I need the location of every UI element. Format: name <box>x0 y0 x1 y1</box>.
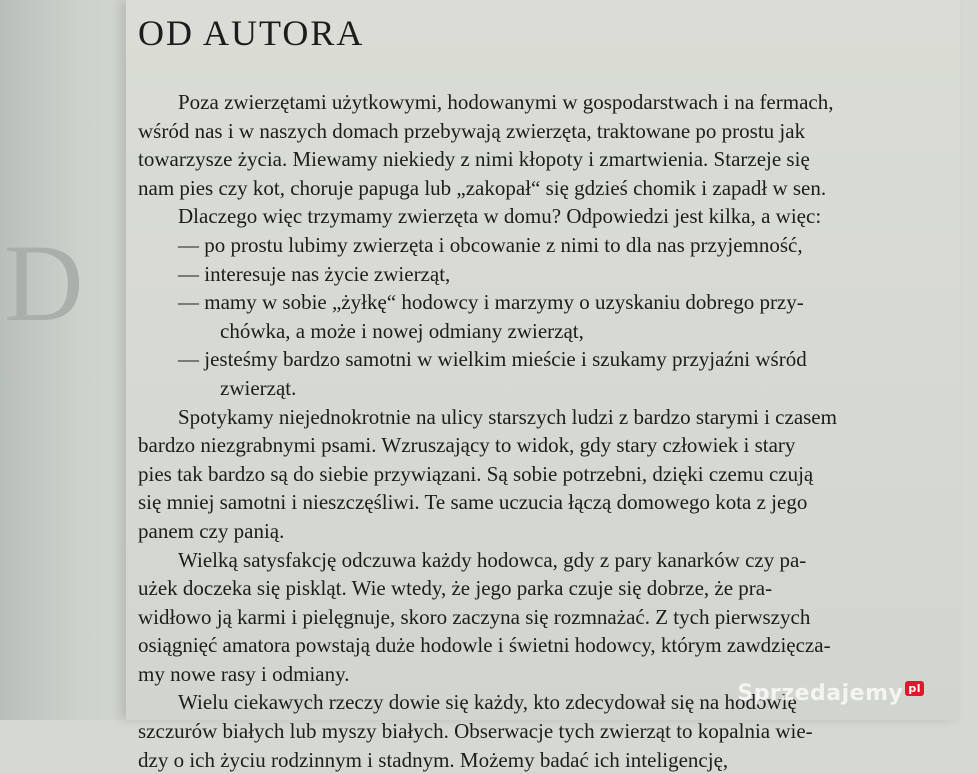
list-item-continuation: chówka, a może i nowej odmiany zwierząt, <box>220 318 584 343</box>
watermark-brand: Sprzedajemy <box>737 681 904 706</box>
text-line: osiągnięć amatora powstają duże hodowle i świetni hodowcy, którym zawdzięcza- <box>138 633 831 658</box>
text-line: Wielką satysfakcję odczuwa każdy hodowca, gdy z pary kanarków czy pa- <box>178 547 807 572</box>
text-line: pies tak bardzo są do siebie przywiązani. Są sobie potrzebni, dzięki czemu czują <box>138 461 814 486</box>
text-line: nam pies czy kot, choruje papuga lub „zakopał“ się gdzieś chomik i zapadł w sen. <box>138 175 827 200</box>
book-page <box>126 0 960 772</box>
facing-page-ghost-letter: D <box>4 222 84 344</box>
text-line: Poza zwierzętami użytkowymi, hodowanymi w gospodarstwach i na fermach, <box>178 90 834 114</box>
text-line: towarzysze życia. Miewamy niekiedy z nimi kłopoty i zmartwienia. Starzeje się <box>138 147 810 172</box>
text-line: widłowo ją karmi i pielęgnuje, skoro zaczyna się rozmnażać. Z tych pierwszych <box>138 604 811 629</box>
text-line: dzy o ich życiu rodzinnym i stadnym. Możemy badać ich inteligencję, <box>138 747 729 772</box>
text-line: my nowe rasy i odmiany. <box>138 661 350 686</box>
list-item: — po prostu lubimy zwierzęta i obcowanie z nimi to dla nas przyjemność, <box>178 232 803 257</box>
watermark-logo <box>737 681 924 706</box>
watermark-tld-badge: pl <box>905 681 924 696</box>
list-item: — mamy w sobie „żyłkę“ hodowcy i marzymy o uzyskaniu dobrego przy- <box>178 290 804 315</box>
page-title: OD AUTORA <box>138 13 365 53</box>
page-body <box>138 88 978 774</box>
facing-page-margin <box>0 0 140 720</box>
text-line: Dlaczego więc trzymamy zwierzęta w domu? Odpowiedzi jest kilka, a więc: <box>178 204 822 229</box>
text-line: Wielu ciekawych rzeczy dowie się każdy, kto zdecydował się na hodowlę <box>178 690 797 715</box>
text-line: szczurów białych lub myszy białych. Obserwacje tych zwierząt to kopalnia wie- <box>138 719 813 744</box>
text-line: wśród nas i w naszych domach przebywają zwierzęta, traktowane po prostu jak <box>138 118 806 143</box>
list-item: — jesteśmy bardzo samotni w wielkim mieście i szukamy przyjaźni wśród <box>178 347 807 372</box>
list-item-continuation: zwierząt. <box>220 375 297 400</box>
text-line: panem czy panią. <box>138 518 285 543</box>
text-line: się mniej samotni i nieszczęśliwi. Te same uczucia łączą domowego kota z jego <box>138 490 808 515</box>
text-line: bardzo niezgrabnymi psami. Wzruszający to widok, gdy stary człowiek i stary <box>138 433 796 458</box>
list-item: — interesuje nas życie zwierząt, <box>178 261 451 286</box>
text-line: Spotykamy niejednokrotnie na ulicy starszych ludzi z bardzo starymi i czasem <box>178 404 837 429</box>
text-line: użek doczeka się piskląt. Wie wtedy, że jego parka czuje się dobrze, że pra- <box>138 576 773 601</box>
